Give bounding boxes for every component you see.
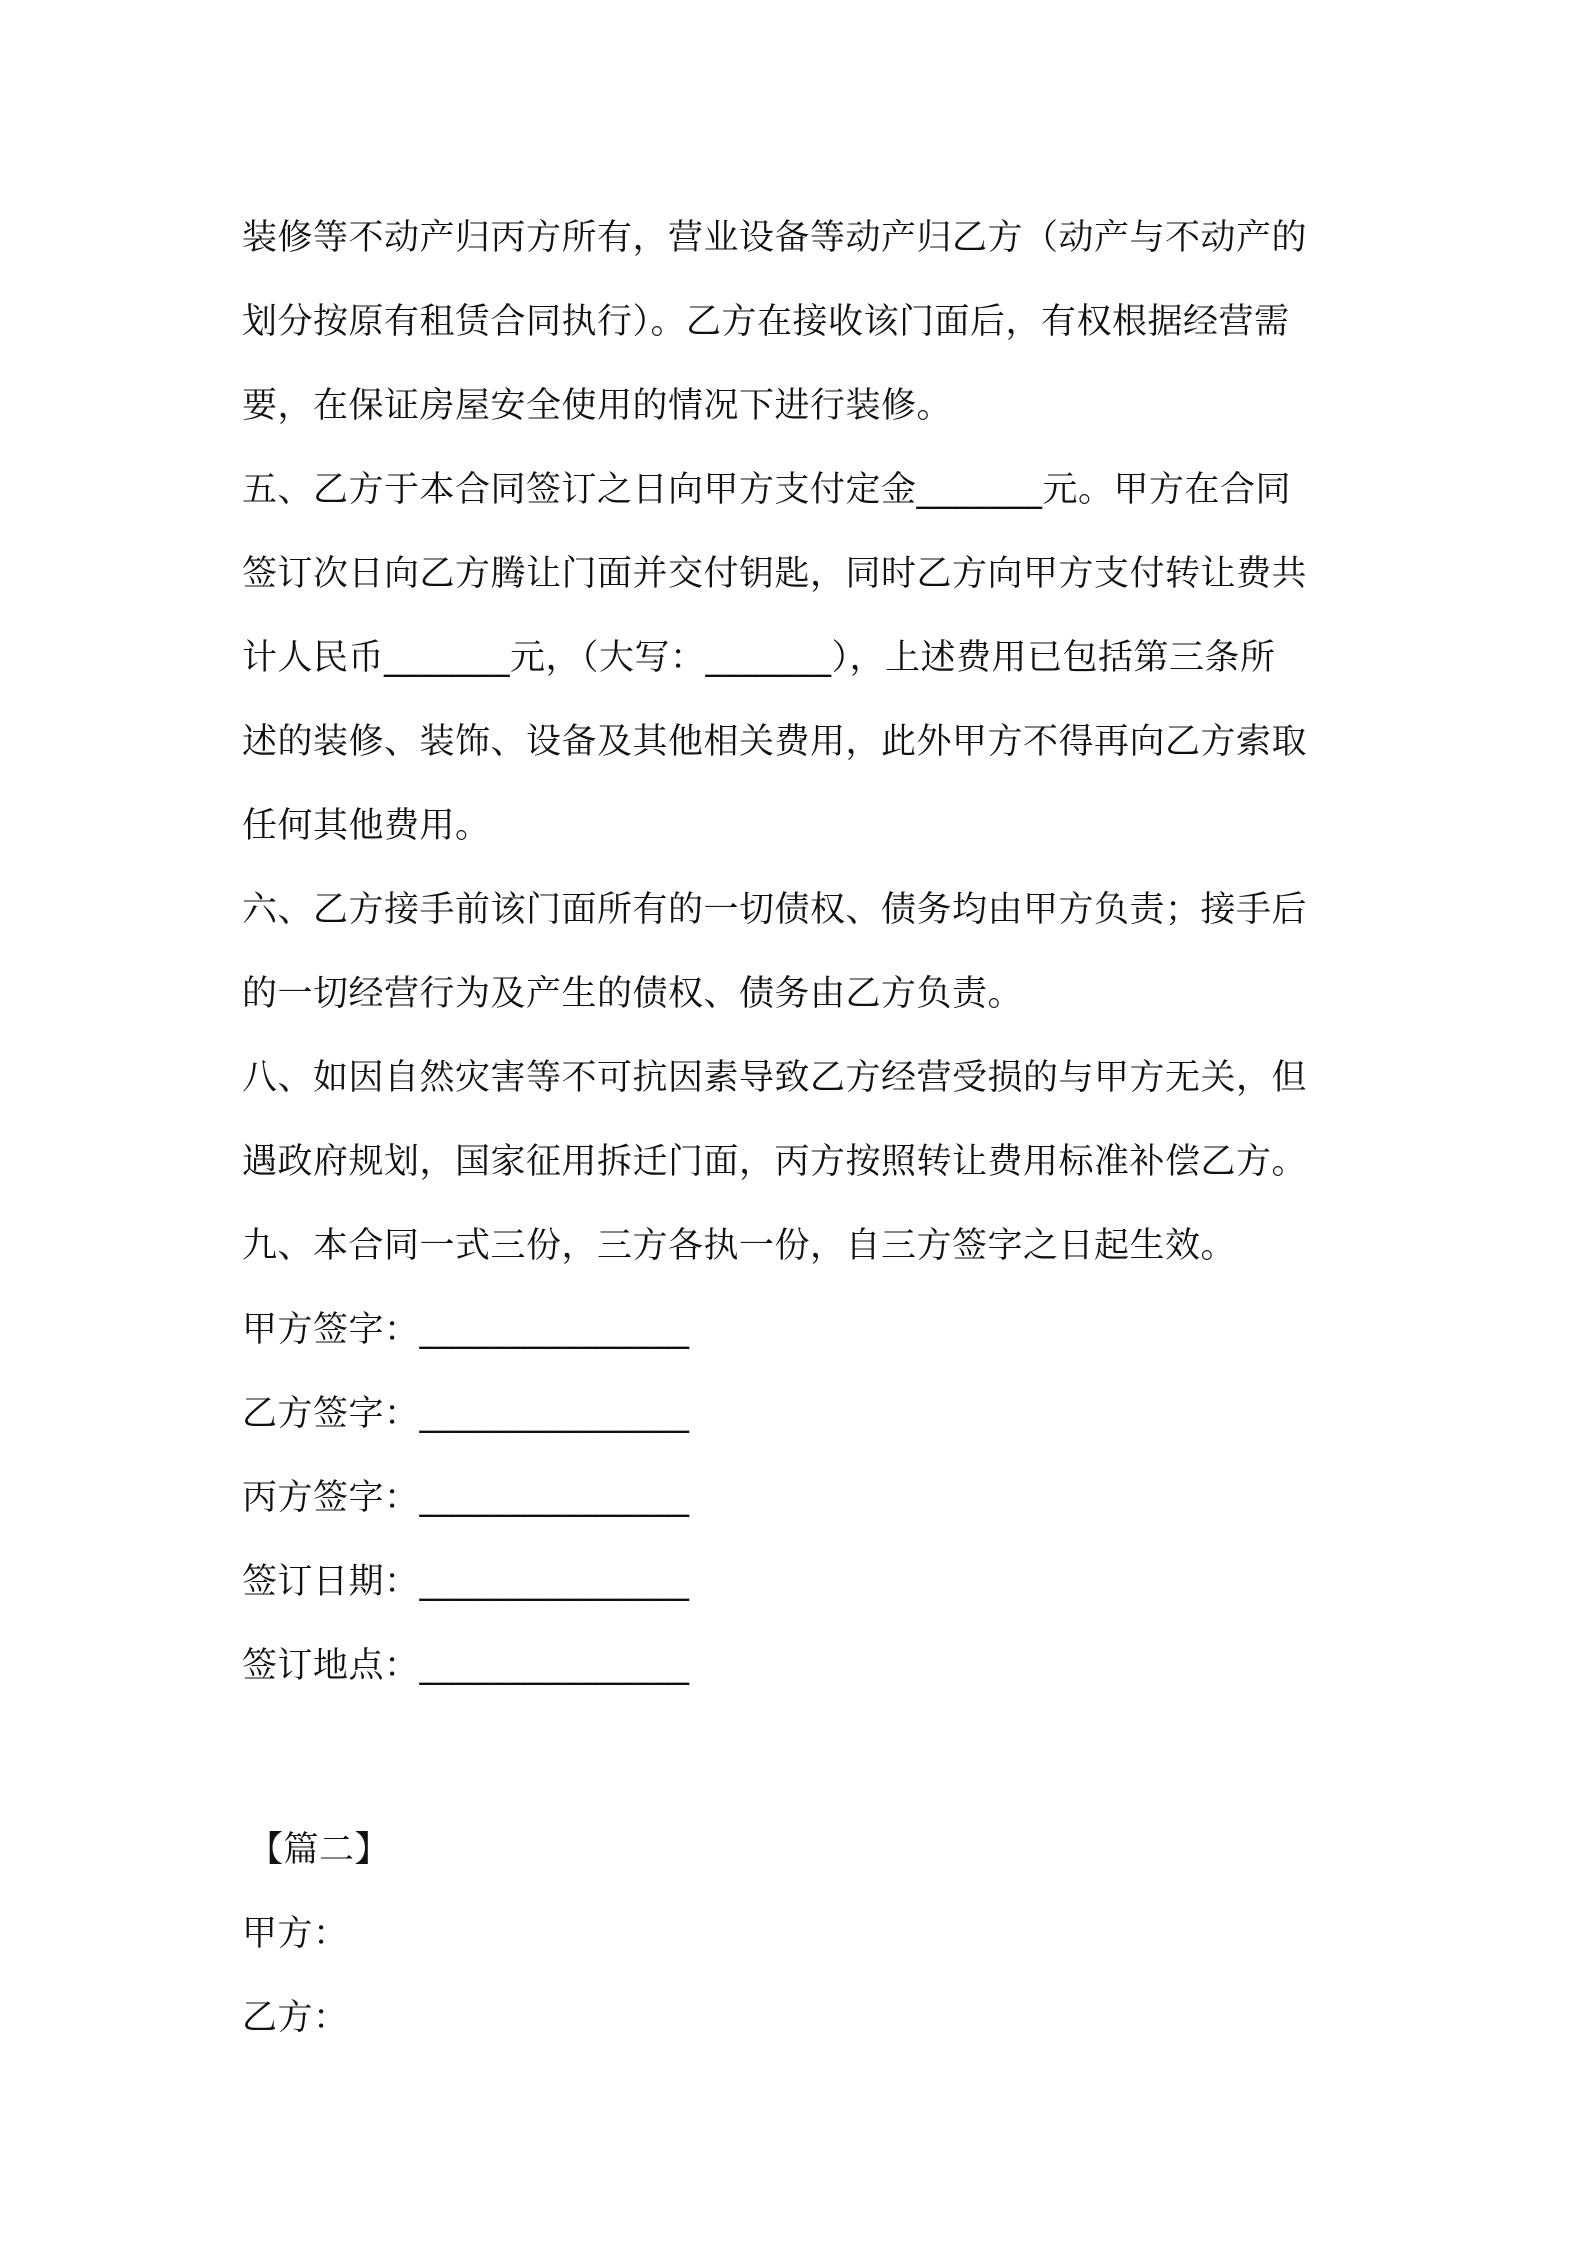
body-line: 要，在保证房屋安全使用的情况下进行装修。 [242, 386, 953, 426]
clause-6-line: 六、乙方接手前该门面所有的一切债权、债务均由甲方负责；接手后 [242, 890, 1308, 930]
clause-5-line: 签订次日向乙方腾让门面并交付钥匙，同时乙方向甲方支付转让费共 [242, 554, 1308, 594]
party-b-label: 乙方： [242, 1998, 349, 2038]
body-line: 划分按原有租赁合同执行）。乙方在接收该门面后，有权根据经营需 [242, 302, 1290, 342]
clause-6-line: 的一切经营行为及产生的债权、债务由乙方负责。 [242, 974, 1024, 1014]
clause-5-line: 五、乙方于本合同签订之日向甲方支付定金_______元。甲方在合同 [242, 470, 1292, 510]
clause-8-line: 八、如因自然灾害等不可抗因素导致乙方经营受损的与甲方无关，但 [242, 1058, 1308, 1098]
signing-place: 签订地点：_______________ [242, 1646, 690, 1686]
signature-party-c: 丙方签字：_______________ [242, 1478, 690, 1518]
clause-5-line: 任何其他费用。 [242, 806, 491, 846]
clause-9-line: 九、本合同一式三份，三方各执一份，自三方签字之日起生效。 [242, 1226, 1237, 1266]
clause-5-line: 述的装修、装饰、设备及其他相关费用，此外甲方不得再向乙方索取 [242, 722, 1308, 762]
signature-party-a: 甲方签字：_______________ [242, 1310, 690, 1350]
clause-5-line: 计人民币_______元，（大写：_______），上述费用已包括第三条所 [242, 638, 1276, 678]
signing-date: 签订日期：_______________ [242, 1562, 690, 1602]
section-spacer [242, 1708, 1362, 1808]
clause-8-line: 遇政府规划，国家征用拆迁门面，丙方按照转让费用标准补偿乙方。 [242, 1142, 1308, 1182]
document-body [242, 196, 1362, 2060]
section-title: 【篇二】 [248, 1830, 391, 1870]
party-a-label: 甲方： [242, 1914, 349, 1954]
signature-party-b: 乙方签字：_______________ [242, 1394, 690, 1434]
body-line: 装修等不动产归丙方所有，营业设备等动产归乙方（动产与不动产的 [242, 218, 1308, 258]
